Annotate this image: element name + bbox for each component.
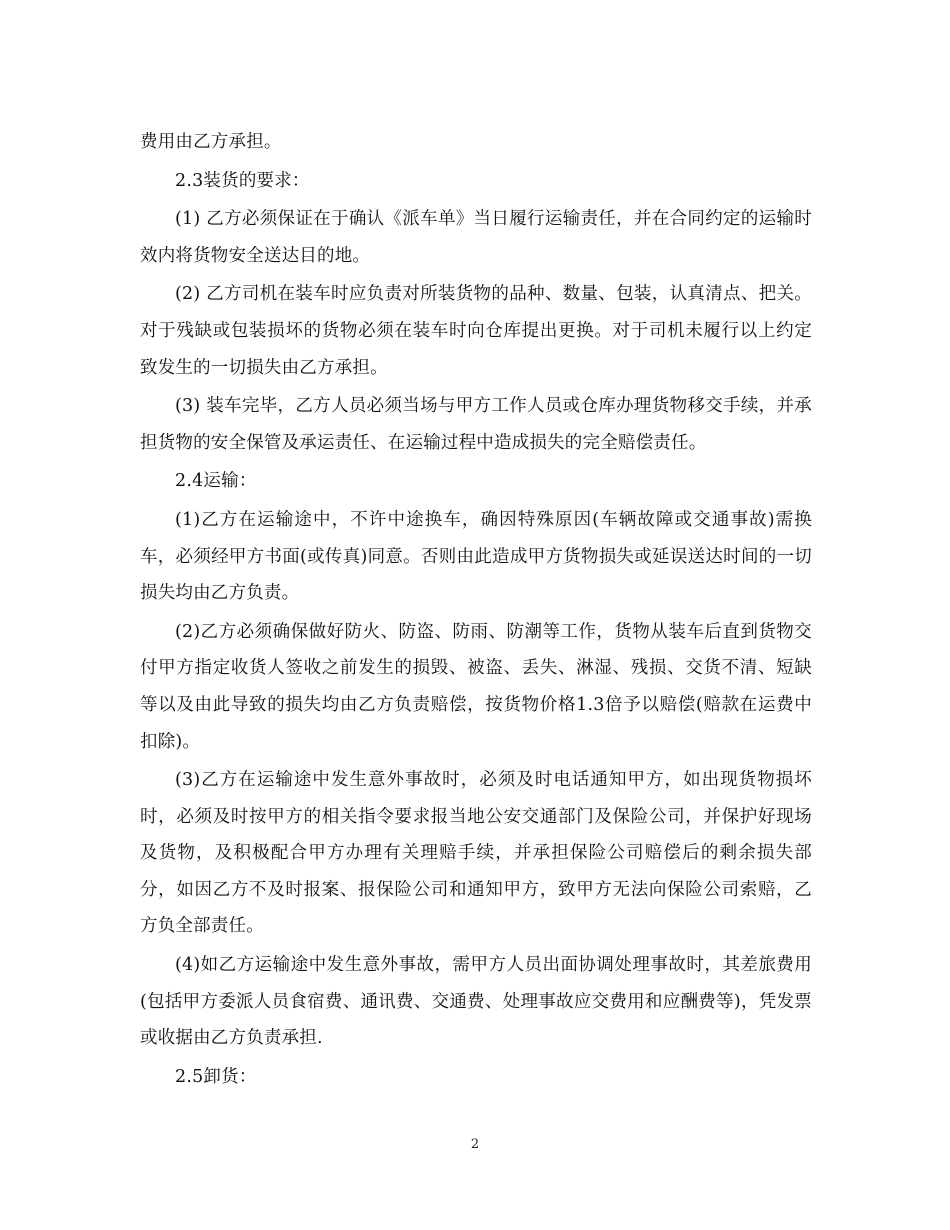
page-number: 2: [470, 1137, 480, 1152]
paragraph: (1) 乙方必须保证在于确认《派车单》当日履行运输责任，并在合同约定的运输时效内将货物安全送达目的地。: [140, 209, 812, 266]
document-body: [140, 124, 812, 1097]
paragraph: (3)乙方在运输途中发生意外事故时，必须及时电话通知甲方，如出现货物损坏时，必须及时按甲方的相关指令要求报当地公安交通部门及保险公司，并保护好现场及货物，及积极配合甲方办理有关理赔手续，并承担保险公司赔偿后的剩余损失部分，如因乙方不及时报案、报保险公司和通知甲方，致甲方无法向保险公司索赔，乙方负全部责任。: [140, 770, 812, 937]
paragraph: (1)乙方在运输途中，不许中途换车，确因特殊原因(车辆故障或交通事故)需换车，必须经甲方书面(或传真)同意。否则由此造成甲方货物损失或延误送达时间的一切损失均由乙方负责。: [140, 509, 812, 604]
paragraph: (4)如乙方运输途中发生意外事故，需甲方人员出面协调处理事故时，其差旅费用(包括甲方委派人员食宿费、通讯费、交通费、处理事故应交费用和应酬费等)，凭发票或收据由乙方负责承担.: [140, 955, 812, 1049]
section-heading-2-5: 2.5卸货：: [175, 1066, 257, 1087]
section-heading-2-4: 2.4运输：: [175, 471, 257, 492]
paragraph: (2)乙方必须确保做好防火、防盗、防雨、防潮等工作，货物从装车后直到货物交付甲方指定收货人签收之前发生的损毁、被盗、丢失、淋湿、残损、交货不清、短缺等以及由此导致的损失均由乙方负责赔偿，按货物价格1.3倍予以赔偿(赔款在运费中扣除)。: [140, 621, 812, 752]
paragraph: (3) 装车完毕，乙方人员必须当场与甲方工作人员或仓库办理货物移交手续，并承担货物的安全保管及承运责任、在运输过程中造成损失的完全赔偿责任。: [140, 396, 812, 453]
paragraph: (2) 乙方司机在装车时应负责对所装货物的品种、数量、包装，认真清点、把关。对于残缺或包装损坏的货物必须在装车时向仓库提出更换。对于司机未履行以上约定致发生的一切损失由乙方承担。: [140, 284, 812, 378]
paragraph: 费用由乙方承担。: [140, 132, 282, 152]
section-heading-2-3: 2.3装货的要求：: [175, 170, 310, 191]
